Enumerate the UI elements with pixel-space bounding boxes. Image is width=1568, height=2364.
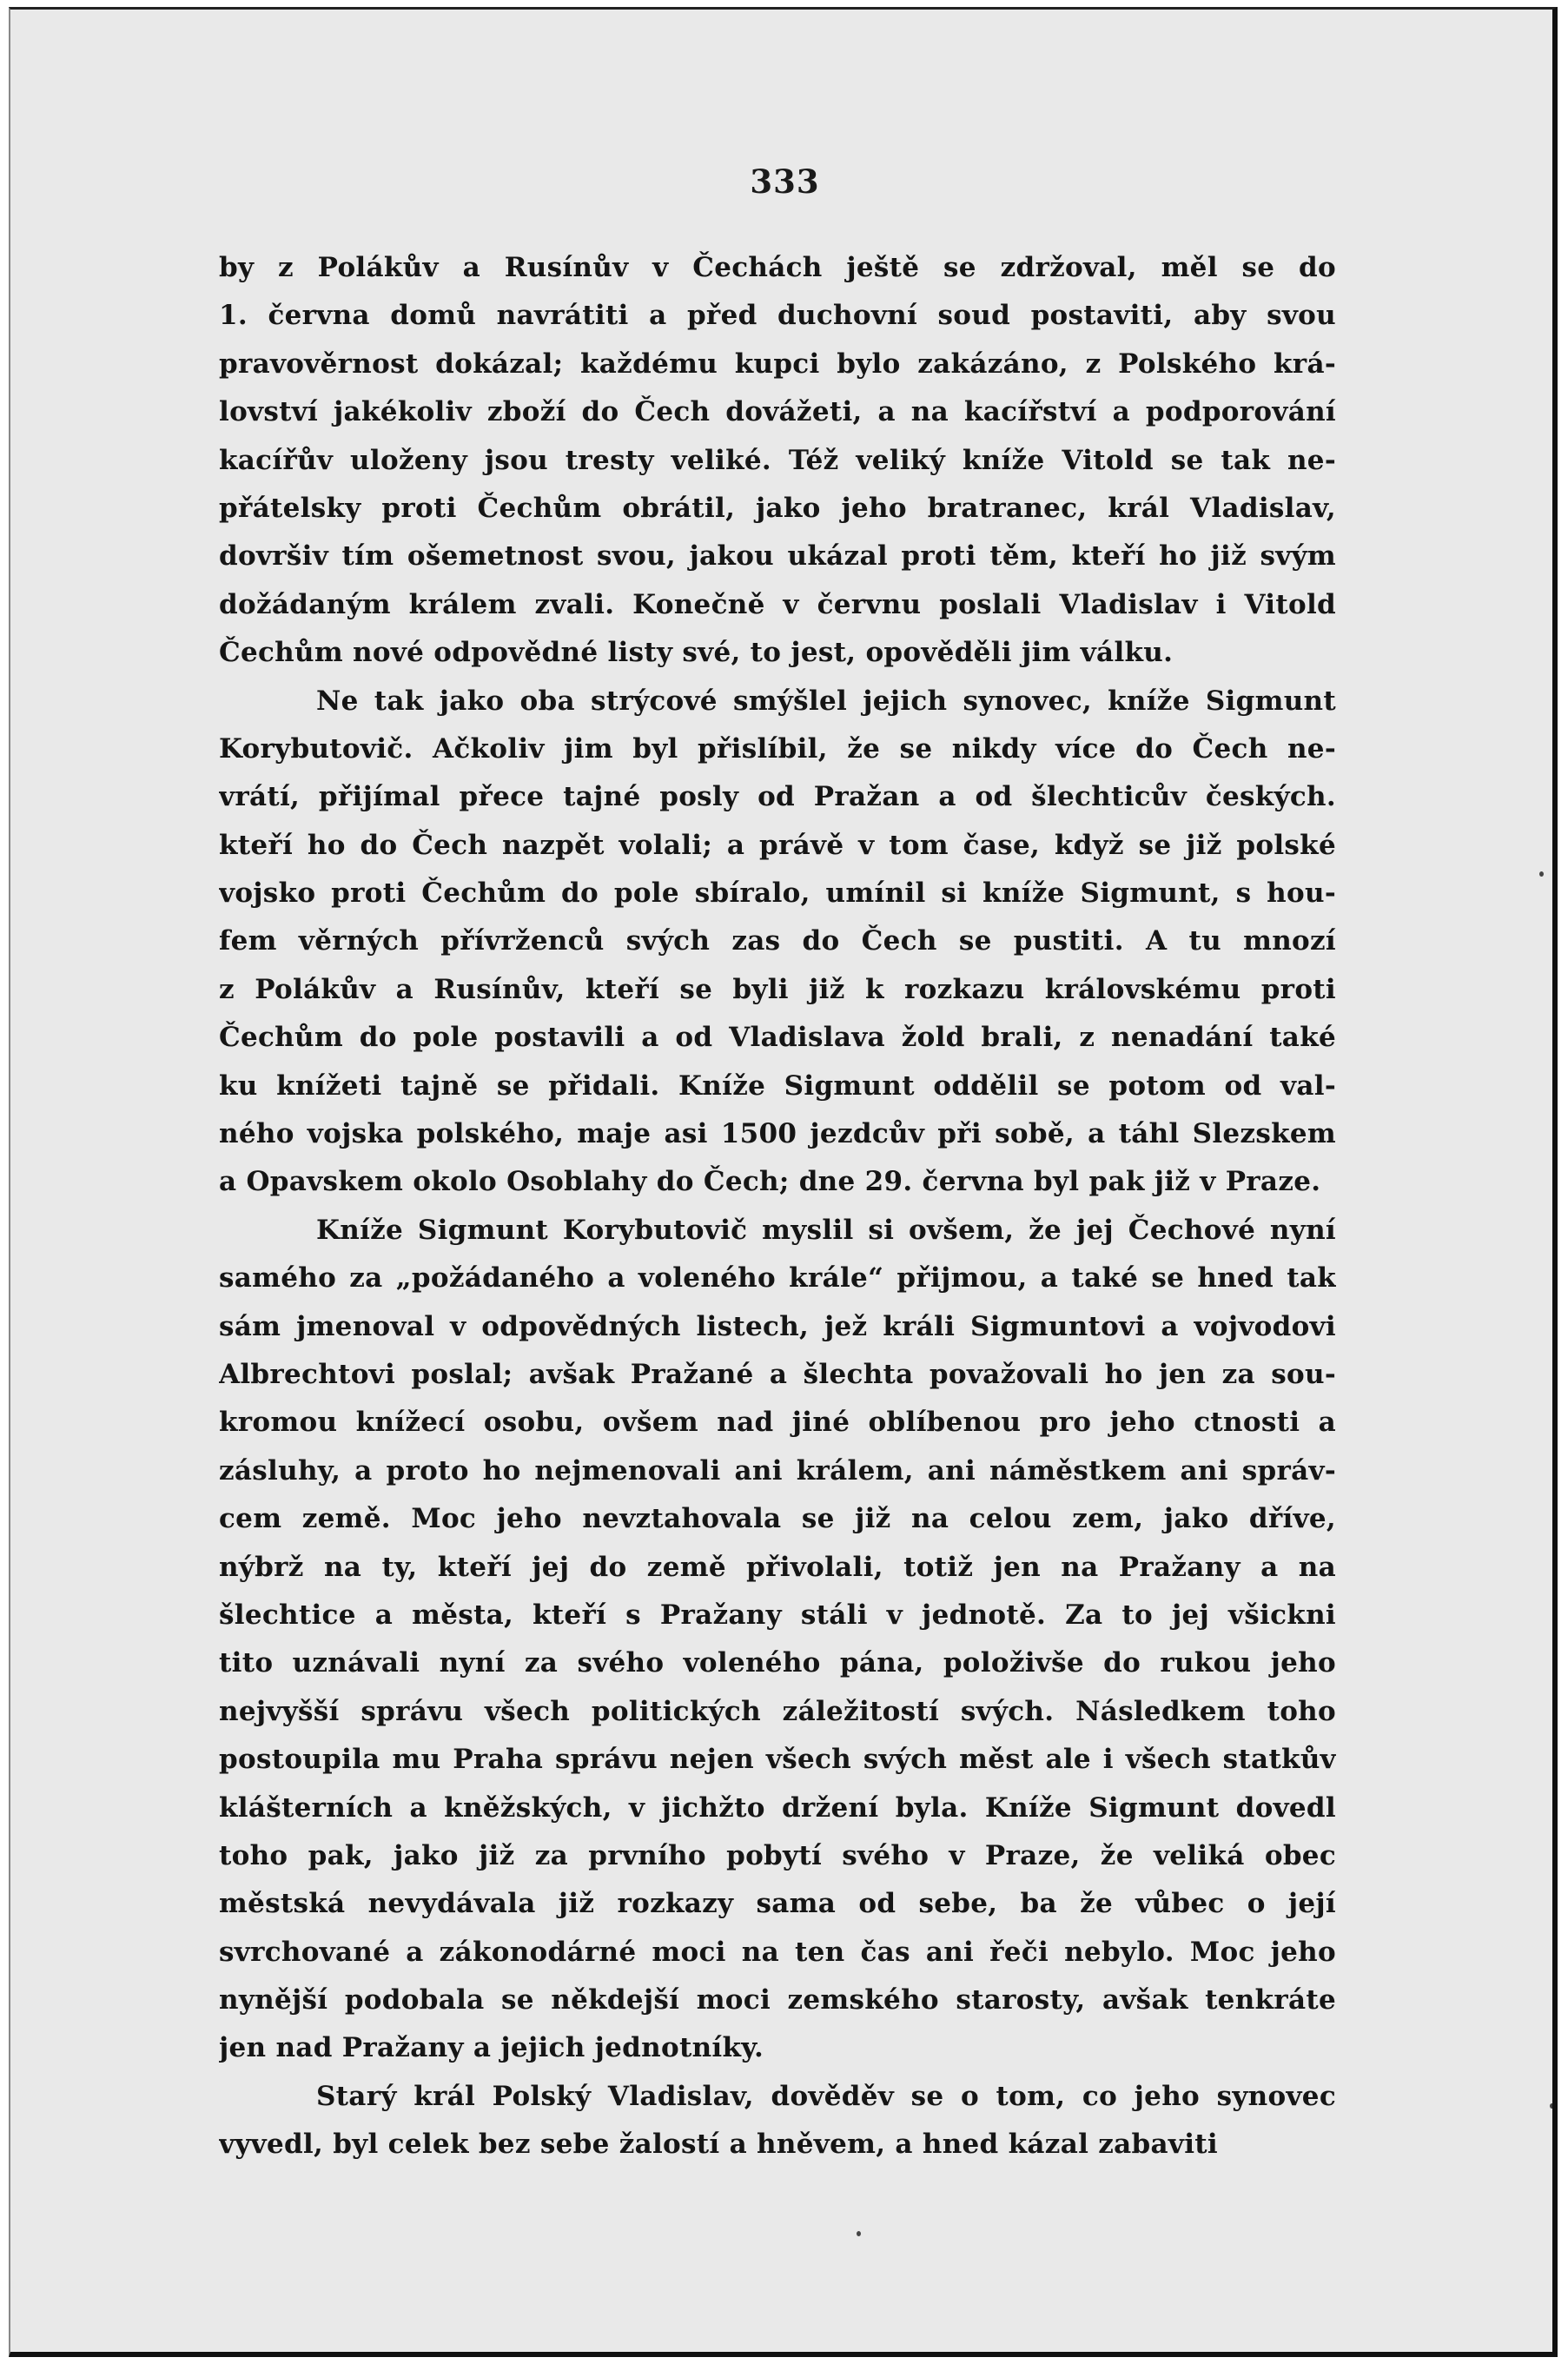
text-line: ku knížeti tajně se přidali. Kníže Sigmunt oddělil se potom od val-: [219, 1069, 1336, 1102]
text-line: dovršiv tím ošemetnost svou, jakou ukázal proti těm, kteří ho již svým: [219, 540, 1336, 573]
text-line: a Opavskem okolo Osoblahy do Čech; dne 29. června byl pak již v Praze.: [219, 1166, 1321, 1198]
text-line: Ne tak jako oba strýcové smýšlel jejich synovec, kníže Sigmunt: [316, 685, 1336, 717]
text-line: vojsko proti Čechům do pole sbíralo, umínil si kníže Sigmunt, s hou-: [219, 877, 1336, 910]
scan-speck: [857, 2231, 861, 2236]
text-line: Čechům nové odpovědné listy své, to jest, opověděli jim válku.: [219, 637, 1174, 669]
text-line: nýbrž na ty, kteří jej do země přivolali, totiž jen na Pražany a na: [219, 1551, 1336, 1583]
text-line: Starý král Polský Vladislav, dověděv se o tom, co jeho synovec: [316, 2080, 1336, 2112]
text-line: lovství jakékoliv zboží do Čech dovážeti, a na kacířství a podporování: [219, 396, 1336, 428]
text-line: 1. června domů navrátiti a před duchovní soud postaviti, aby svou: [219, 300, 1336, 332]
text-line: Albrechtovi poslal; avšak Pražané a šlechta považovali ho jen za sou-: [219, 1358, 1336, 1390]
text-line: městská nevydávala již rozkazy sama od sebe, ba že vůbec o její: [219, 1888, 1336, 1920]
text-line: kteří ho do Čech nazpět volali; a právě v tom čase, když se již polské: [219, 829, 1336, 861]
text-line: z Polákův a Rusínův, kteří se byli již k rozkazu královskému proti: [219, 973, 1336, 1005]
scan-speck: [1557, 566, 1558, 571]
scanned-page: [9, 7, 1558, 2357]
text-line: přátelsky proti Čechům obrátil, jako jeho bratranec, král Vladislav,: [219, 492, 1336, 524]
text-line: sám jmenoval v odpovědných listech, jež králi Sigmuntovi a vojvodovi: [219, 1310, 1336, 1342]
paragraph: [219, 244, 1336, 678]
text-line: šlechtice a města, kteří s Pražany stáli v jednotě. Za to jej všickni: [219, 1599, 1336, 1631]
text-line: ného vojska polského, maje asi 1500 jezdcův při sobě, a táhl Slezskem: [219, 1118, 1336, 1150]
text-line: vyvedl, byl celek bez sebe žalostí a hněvem, a hned kázal zabaviti: [219, 2129, 1218, 2161]
paragraph: [219, 1207, 1336, 2073]
text-line: vrátí, přijímal přece tajné posly od Pražan a od šlechticův českých.: [219, 781, 1336, 813]
text-line: nejvyšší správu všech politických záležitostí svých. Následkem toho: [219, 1695, 1336, 1727]
text-line: by z Polákův a Rusínův v Čechách ještě se zdržoval, měl se do: [219, 252, 1336, 283]
text-line: jen nad Pražany a jejich jednotníky.: [219, 2032, 764, 2064]
text-line: fem věrných přívrženců svých zas do Čech se pustiti. A tu mnozí: [219, 925, 1336, 957]
text-line: pravověrnost dokázal; každému kupci bylo zakázáno, z Polského krá-: [219, 348, 1336, 380]
text-line: tito uznávali nyní za svého voleného pána, položivše do rukou jeho: [219, 1647, 1336, 1679]
text-line: nynější podobala se někdejší moci zemského starosty, avšak tenkráte: [219, 1984, 1336, 2016]
text-line: postoupila mu Praha správu nejen všech svých měst ale i všech statkův: [219, 1744, 1336, 1776]
text-line: dožádaným králem zvali. Konečně v červnu poslali Vladislav i Vitold: [219, 588, 1336, 620]
text-line: kromou knížecí osobu, ovšem nad jiné oblíbenou pro jeho ctnosti a: [219, 1407, 1336, 1439]
paragraph: [219, 2073, 1336, 2169]
scan-speck: [1539, 871, 1544, 877]
scan-speck: [1550, 2103, 1554, 2109]
paragraph: [219, 678, 1336, 1207]
text-line: Čechům do pole postavili a od Vladislava žold brali, z nenadání také: [219, 1022, 1336, 1054]
text-line: cem země. Moc jeho nevztahovala se již na celou zem, jako dříve,: [219, 1503, 1336, 1535]
page-number: 333: [750, 162, 820, 201]
text-line: toho pak, jako již za prvního pobytí svého v Praze, že veliká obec: [219, 1839, 1336, 1871]
text-line: svrchované a zákonodárné moci na ten čas ani řeči nebylo. Moc jeho: [219, 1936, 1336, 1968]
text-line: zásluhy, a proto ho nejmenovali ani králem, ani náměstkem ani správ-: [219, 1454, 1336, 1487]
text-line: Korybutovič. Ačkoliv jim byl přislíbil, že se nikdy více do Čech ne-: [219, 732, 1336, 765]
body-text: [219, 244, 1336, 2169]
text-line: samého za „požádaného a voleného krále“ přijmou, a také se hned tak: [219, 1262, 1336, 1295]
text-line: kacířův uloženy jsou tresty veliké. Též veliký kníže Vitold se tak ne-: [219, 444, 1336, 476]
text-line: Kníže Sigmunt Korybutovič myslil si ovšem, že jej Čechové nyní: [316, 1214, 1336, 1246]
text-line: klášterních a kněžských, v jichžto držení byla. Kníže Sigmunt dovedl: [219, 1791, 1336, 1824]
